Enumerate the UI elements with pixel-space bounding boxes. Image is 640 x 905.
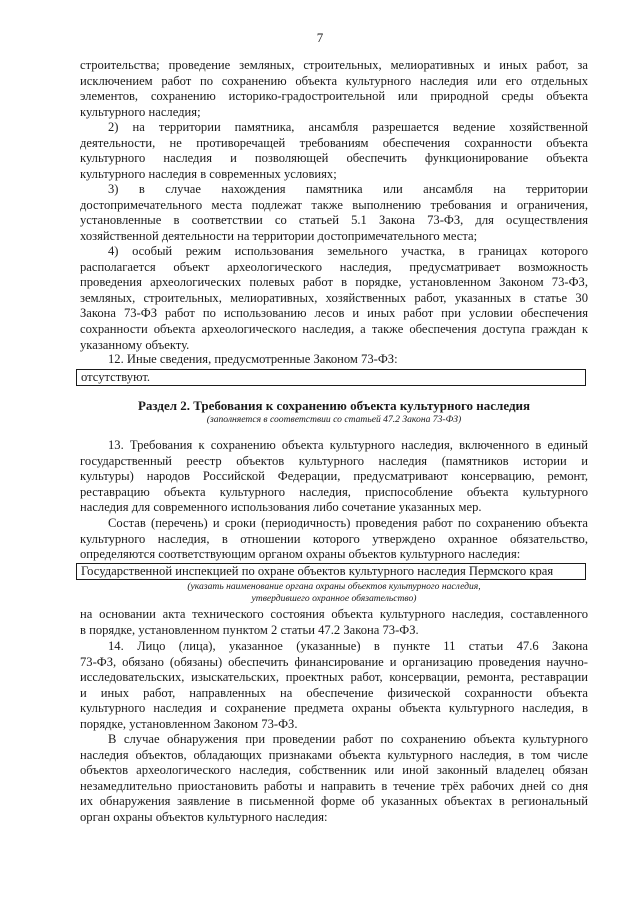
text-line: государственный реестр объектов культурного наследия (памятников истории и — [80, 453, 588, 468]
section-2-title: Раздел 2. Требования к сохранению объекта культурного наследия — [137, 398, 531, 413]
text-line: проведения археологических полевых работ в порядке, установленном Законом 73-ФЗ, — [80, 275, 588, 290]
text-line: 13. Требования к сохранению объекта культурного наследия, включенного в единый — [108, 438, 588, 452]
item-2-paragraph — [80, 120, 588, 182]
text-line: объектов археологического наследия, собственник или иной законный владелец обязан — [80, 763, 588, 778]
item-14-paragraph — [80, 639, 588, 733]
text-line: установленные в соответствии со статьей 5.1 Закона 73-ФЗ, для осуществления — [80, 213, 588, 228]
text-line: исследовательских, изыскательских, проектных работ, консервации, ремонта, реставрации — [80, 670, 588, 685]
item-12-label — [80, 352, 588, 368]
text-line: определяются соответствующим органом охраны объектов культурного наследия: — [80, 547, 521, 562]
text-line: 14. Лицо (лица), указанное (указанные) в пункте 11 статьи 47.6 Закона — [108, 639, 588, 653]
text-line: 2) на территории памятника, ансамбля разрешается ведение хозяйственной — [108, 120, 588, 134]
text-line: располагается объект археологического наследия, предусматривает возможность — [80, 259, 588, 274]
composition-paragraph — [80, 516, 588, 563]
text-line: исключением работ по сохранению объекта культурного наследия или его отдельных — [80, 73, 588, 88]
text-line: строительства; проведение земляных, строительных, мелиоративных и иных работ, за — [80, 58, 588, 72]
basis-paragraph — [80, 607, 588, 638]
discovery-paragraph — [80, 732, 588, 826]
text-line: в порядке, установленном пунктом 2 статьи 47.2 Закона 73-ФЗ. — [80, 622, 419, 637]
text-line: культурного наследия; — [80, 104, 201, 119]
text-line: Закона 73-ФЗ работ по использованию лесов и иных работ при условии обеспечения — [80, 306, 588, 321]
text-line: и иных работ, направленных на обеспечение физической сохранности объекта — [80, 685, 588, 700]
text-line: порядке, установленном Законом 73-ФЗ. — [80, 716, 298, 731]
authority-note — [80, 581, 588, 605]
text-line: Состав (перечень) и сроки (периодичность) проведения работ по сохранению объекта — [108, 516, 588, 530]
text-line: 73-ФЗ, обязано (обязаны) обеспечить финансирование и организацию проведения научно- — [80, 654, 588, 669]
item-4-paragraph — [80, 244, 588, 353]
text-line: В случае обнаружения при проведении работ по сохранению объекта культурного — [108, 732, 588, 746]
item-12-value: отсутствуют. — [81, 370, 151, 384]
text-line: земляных, строительных, мелиоративных, хозяйственных работ, указанных в статье 30 — [80, 290, 588, 305]
text-line: хозяйственной деятельности на территории достопримечательного места; — [80, 228, 478, 243]
intro-paragraph — [80, 58, 588, 120]
text-line: культурного наследия и сохранение предмета охраны объекта культурного наследия, в — [80, 701, 588, 716]
text-line: культурного наследия в современных условиях; — [80, 166, 337, 181]
item-12-value-field — [76, 369, 586, 386]
text-line: наследия для современного использования либо сочетание указанных мер. — [80, 500, 482, 515]
text-line: элементов, сохранению историко-градостроительной или природной среды объекта — [80, 89, 588, 104]
text-line: культурного наследия, в отношении которого утверждено охранное обязательство, — [80, 531, 588, 546]
item-13-paragraph — [80, 438, 588, 516]
text-line: 12. Иные сведения, предусмотренные Законом 73-ФЗ: — [108, 352, 398, 366]
text-line: орган охраны объектов культурного наследия: — [80, 809, 328, 824]
text-line: незамедлительно приостановить работы и направить в течение трёх рабочих дней со дня — [80, 778, 588, 793]
text-line: реставрацию объекта культурного наследия, приспособление объекта культурного — [80, 484, 588, 499]
note-line: утвердившего охранное обязательство) — [251, 593, 417, 604]
authority-field — [76, 563, 586, 580]
authority-value: Государственной инспекцией по охране объектов культурного наследия Пермского края — [81, 564, 554, 578]
item-3-paragraph — [80, 182, 588, 244]
text-line: 4) особый режим использования земельного участка, в границах которого — [108, 244, 588, 258]
text-line: наследия объектов, обладающих признаками объекта культурного наследия, в том числе — [80, 747, 588, 762]
note-line: (указать наименование органа охраны объектов культурного наследия, — [187, 581, 481, 592]
text-line: их обнаружения заявление в письменной форме об указанных объектах в региональный — [80, 794, 588, 809]
text-line: 3) в случае нахождения памятника или ансамбля на территории — [108, 182, 588, 196]
text-line: на основании акта технического состояния объекта культурного наследия, составленного — [80, 607, 588, 621]
text-line: деятельности, не противоречащей требованиям обеспечения сохранности объекта — [80, 135, 588, 150]
text-line: культуры) народов Российской Федерации, предусматривают консервацию, ремонт, — [80, 469, 588, 484]
section-2-note: (заполняется в соответствии со статьей 47.2 Закона 73-ФЗ) — [206, 414, 462, 425]
page-number: 7 — [316, 30, 324, 45]
text-line: сохранности объекта археологического наследия, а также обеспечения доступа граждан к — [80, 321, 588, 336]
text-line: указанному объекту. — [80, 337, 190, 352]
text-line: культурного наследия и позволяющей обеспечить функционирование объекта — [80, 151, 588, 166]
text-line: достопримечательного места подлежат также выполнению требования и ограничения, — [80, 197, 588, 212]
